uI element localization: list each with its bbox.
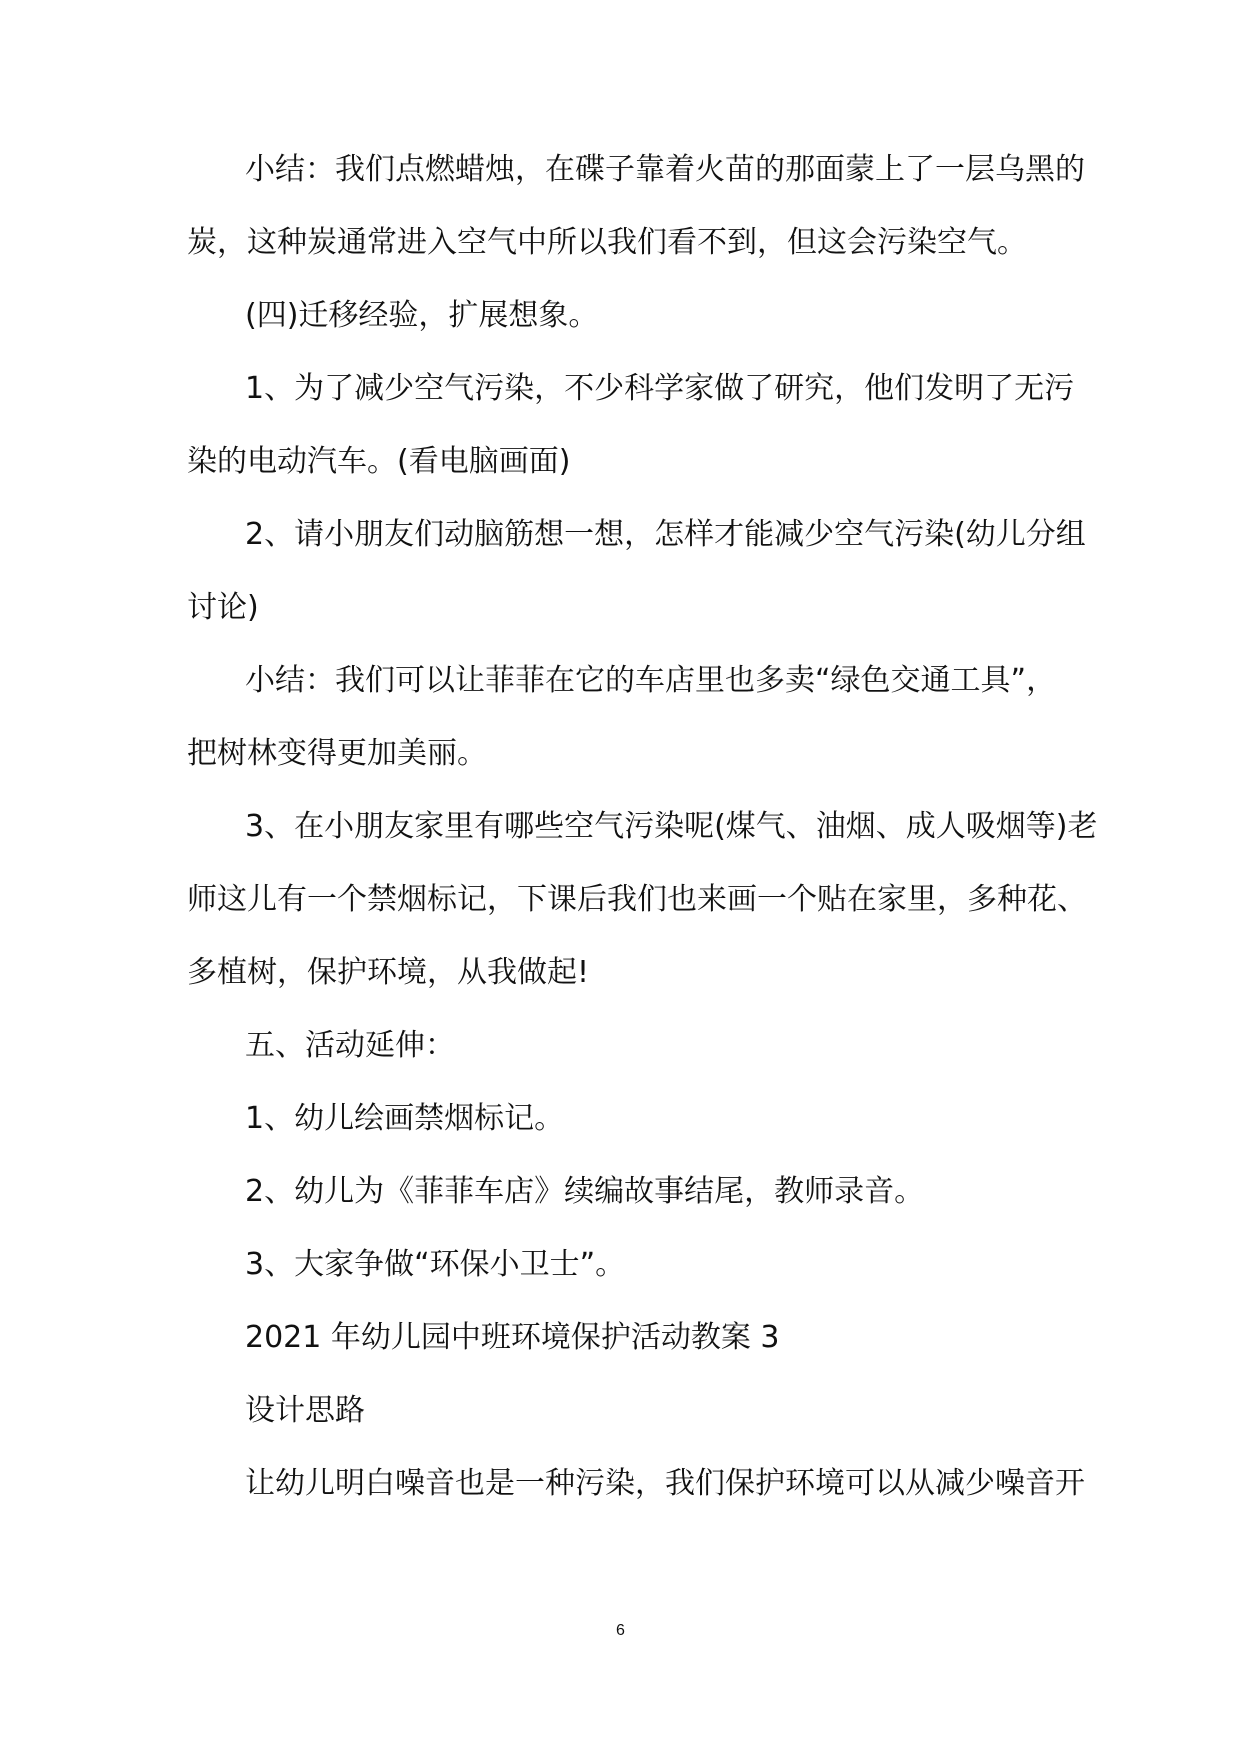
extension-item-3: 3、大家争做“环保小卫士”。 xyxy=(245,1247,626,1282)
text-line-summary-1: 小结：我们点燃蜡烛，在碟子靠着火苗的那面蒙上了一层乌黑的 xyxy=(245,152,1085,187)
text-line-item-3-cont: 师这儿有一个禁烟标记，下课后我们也来画一个贴在家里，多种花、 xyxy=(187,882,1087,917)
text-line-item-3: 3、在小朋友家里有哪些空气污染呢(煤气、油烟、成人吸烟等)老 xyxy=(245,809,1098,844)
text-line-summary-1-cont: 炭，这种炭通常进入空气中所以我们看不到，但这会污染空气。 xyxy=(187,225,1027,260)
design-text-line-1: 让幼儿明白噪音也是一种污染，我们保护环境可以从减少噪音开 xyxy=(245,1466,1085,1501)
extension-item-1: 1、幼儿绘画禁烟标记。 xyxy=(245,1101,565,1136)
text-line-item-1: 1、为了减少空气污染，不少科学家做了研究，他们发明了无污 xyxy=(245,371,1075,406)
text-line-summary-2: 小结：我们可以让菲菲在它的车店里也多卖“绿色交通工具”， xyxy=(245,663,1057,698)
text-line-item-2: 2、请小朋友们动脑筋想一想，怎样才能减少空气污染(幼儿分组 xyxy=(245,517,1086,552)
section-heading-four: (四)迁移经验，扩展想象。 xyxy=(245,298,599,333)
text-line-item-2-cont: 讨论) xyxy=(187,590,259,625)
section-heading-five: 五、活动延伸： xyxy=(245,1028,455,1063)
text-line-item-1-cont: 染的电动汽车。(看电脑画面) xyxy=(187,444,571,479)
design-heading: 设计思路 xyxy=(245,1393,365,1428)
extension-item-2: 2、幼儿为《菲菲车店》续编故事结尾，教师录音。 xyxy=(245,1174,925,1209)
lesson-plan-title: 2021 年幼儿园中班环境保护活动教案 3 xyxy=(245,1320,780,1355)
text-line-item-3-cont-2: 多植树，保护环境，从我做起! xyxy=(187,955,590,990)
text-line-summary-2-cont: 把树林变得更加美丽。 xyxy=(187,736,487,771)
page-number: 6 xyxy=(616,1622,625,1639)
